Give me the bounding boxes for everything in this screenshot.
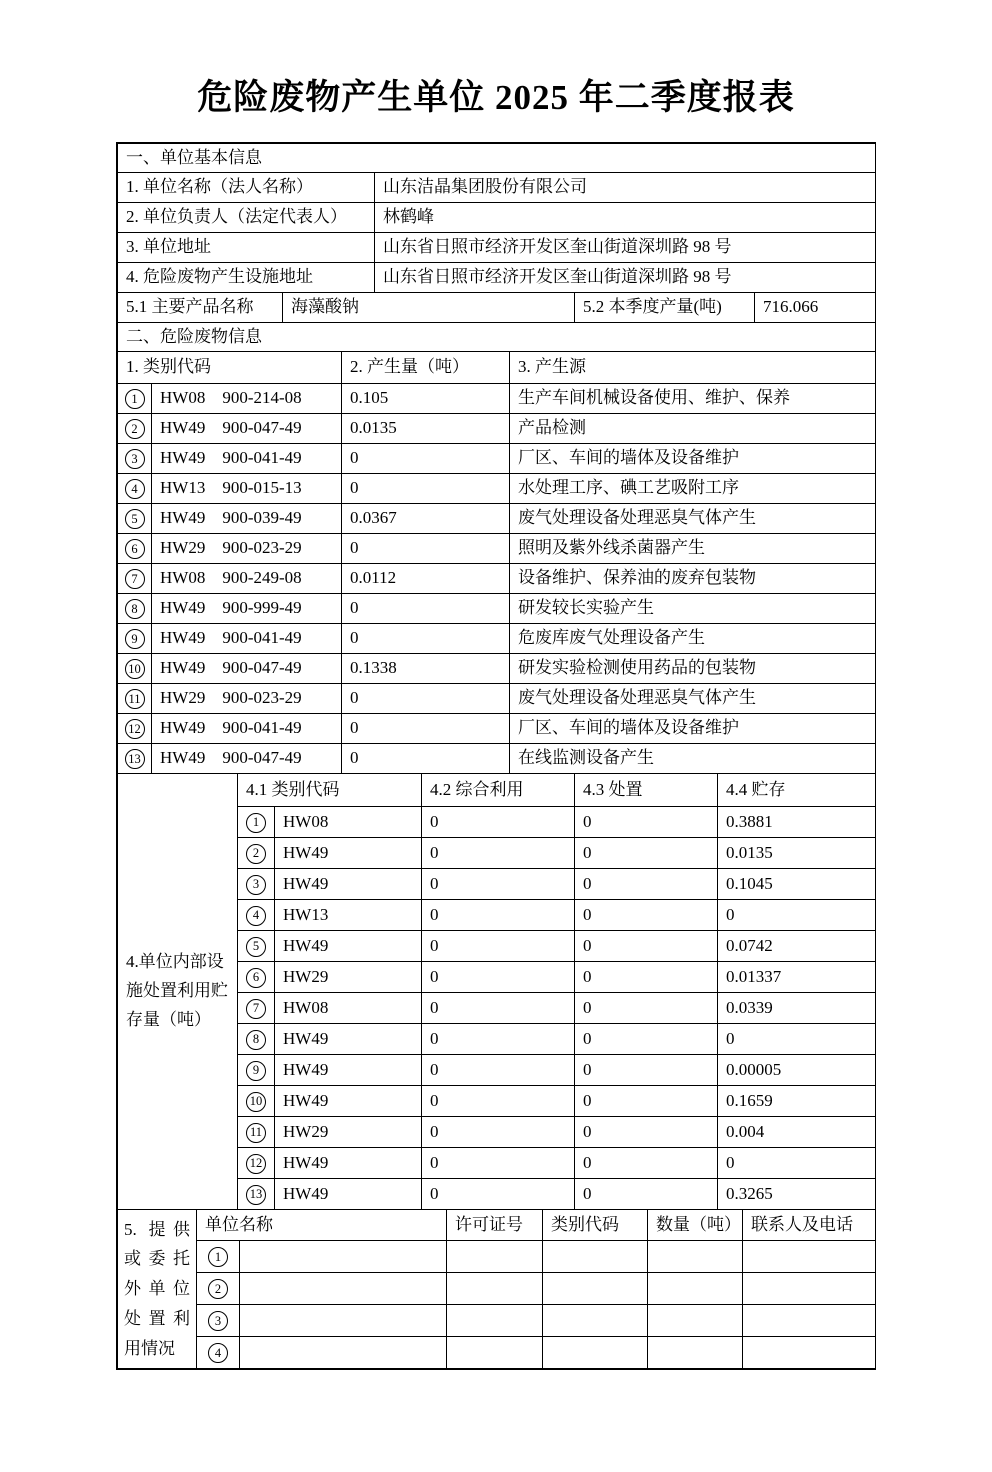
info-label-cell: 3. 单位地址 — [118, 233, 375, 263]
quantity-cell: 0.1338 — [342, 654, 510, 684]
product-name-label: 5.1 主要产品名称 — [118, 293, 283, 323]
source-cell: 在线监测设备产生 — [510, 744, 876, 774]
info-row — [118, 263, 876, 293]
source-cell: 设备维护、保养油的废弃包装物 — [510, 564, 876, 594]
waste-row — [118, 624, 876, 654]
row-number-cell — [118, 684, 152, 714]
col-header-storage: 4.4 贮存 — [718, 774, 876, 807]
code-number: 900-047-49 — [222, 748, 302, 768]
storage-cell: 0.1045 — [718, 869, 876, 900]
circled-number: 3 — [208, 1311, 228, 1331]
circled-number: 1 — [208, 1247, 228, 1267]
waste-info-table — [117, 322, 876, 774]
info-row — [118, 173, 876, 203]
utilization-cell: 0 — [422, 1117, 575, 1148]
permit-no-cell — [447, 1241, 543, 1273]
unit-name-cell — [240, 1337, 447, 1369]
row-number-cell — [118, 744, 152, 774]
permit-no-cell — [447, 1273, 543, 1305]
row-number-cell — [238, 900, 275, 931]
info-value-cell: 山东洁晶集团股份有限公司 — [375, 173, 876, 203]
hw-class: HW49 — [160, 508, 206, 528]
code-number: 900-023-29 — [222, 688, 302, 708]
circled-number: 5 — [246, 937, 266, 957]
waste-row — [118, 684, 876, 714]
contact-cell — [743, 1241, 876, 1273]
basic-info-table — [117, 143, 876, 293]
hw-class: HW49 — [160, 628, 206, 648]
quantity-cell: 0 — [342, 684, 510, 714]
info-label-cell: 4. 危险废物产生设施地址 — [118, 263, 375, 293]
col-header-class-code-4: 4.1 类别代码 — [238, 774, 422, 807]
quantity-cell: 0.105 — [342, 384, 510, 414]
row-number-cell — [118, 384, 152, 414]
disposal-cell: 0 — [575, 962, 718, 993]
waste-row — [118, 654, 876, 684]
disposal-cell: 0 — [575, 1179, 718, 1210]
waste-row — [118, 744, 876, 774]
waste-code-cell — [152, 654, 342, 684]
row-number-cell — [118, 714, 152, 744]
class-code-cell — [543, 1273, 648, 1305]
disposal-cell: 0 — [575, 1117, 718, 1148]
source-cell: 厂区、车间的墙体及设备维护 — [510, 444, 876, 474]
waste-code-cell — [152, 744, 342, 774]
storage-cell: 0.0742 — [718, 931, 876, 962]
contact-cell — [743, 1305, 876, 1337]
source-cell: 产品检测 — [510, 414, 876, 444]
code-number: 900-214-08 — [222, 388, 302, 408]
hw-class-cell: HW08 — [275, 807, 422, 838]
utilization-cell: 0 — [422, 807, 575, 838]
code-number: 900-999-49 — [222, 598, 302, 618]
source-cell: 研发较长实验产生 — [510, 594, 876, 624]
section2-header: 二、危险废物信息 — [118, 323, 876, 352]
waste-code-cell — [152, 414, 342, 444]
circled-number: 7 — [125, 569, 145, 589]
row-number-cell — [238, 931, 275, 962]
disposal-cell: 0 — [575, 869, 718, 900]
waste-code-cell — [152, 534, 342, 564]
row-number-cell — [118, 504, 152, 534]
disposal-cell: 0 — [575, 931, 718, 962]
waste-code-cell — [152, 474, 342, 504]
waste-row — [118, 534, 876, 564]
utilization-cell: 0 — [422, 1148, 575, 1179]
hw-class: HW49 — [160, 598, 206, 618]
waste-row — [118, 474, 876, 504]
source-cell: 废气处理设备处理恶臭气体产生 — [510, 684, 876, 714]
waste-code-cell — [152, 624, 342, 654]
unit-name-cell — [240, 1273, 447, 1305]
col-header-generated-qty: 2. 产生量（吨） — [342, 352, 510, 384]
circled-number: 11 — [125, 689, 145, 709]
disposal-cell: 0 — [575, 1024, 718, 1055]
row-number-cell — [118, 414, 152, 444]
unit-name-cell — [240, 1305, 447, 1337]
circled-number: 1 — [246, 813, 266, 833]
row-number-cell — [238, 1117, 275, 1148]
circled-number: 8 — [246, 1030, 266, 1050]
waste-code-cell — [152, 594, 342, 624]
col-header-permit-no: 许可证号 — [447, 1210, 543, 1241]
class-code-cell — [543, 1241, 648, 1273]
row-number-cell — [238, 869, 275, 900]
row-number-cell — [238, 1024, 275, 1055]
utilization-cell: 0 — [422, 838, 575, 869]
code-number: 900-249-08 — [222, 568, 302, 588]
hw-class: HW08 — [160, 388, 206, 408]
quantity-cell — [648, 1337, 743, 1369]
hw-class-cell: HW49 — [275, 838, 422, 869]
hw-class: HW49 — [160, 658, 206, 678]
quantity-cell: 0 — [342, 534, 510, 564]
source-cell: 水处理工序、碘工艺吸附工序 — [510, 474, 876, 504]
col-header-class-code-5: 类别代码 — [543, 1210, 648, 1241]
hw-class-cell: HW49 — [275, 1148, 422, 1179]
hw-class-cell: HW49 — [275, 931, 422, 962]
row-number-cell — [118, 654, 152, 684]
quantity-cell — [648, 1273, 743, 1305]
disposal-cell: 0 — [575, 993, 718, 1024]
storage-cell: 0 — [718, 900, 876, 931]
row-number-cell — [118, 534, 152, 564]
hw-class-cell: HW29 — [275, 962, 422, 993]
quantity-cell: 0.0367 — [342, 504, 510, 534]
row-number-cell — [238, 993, 275, 1024]
col-header-disposal: 4.3 处置 — [575, 774, 718, 807]
col-header-utilization: 4.2 综合利用 — [422, 774, 575, 807]
external-disposal-row — [118, 1241, 876, 1273]
info-row — [118, 233, 876, 263]
utilization-cell: 0 — [422, 1086, 575, 1117]
storage-cell: 0.0135 — [718, 838, 876, 869]
storage-cell: 0 — [718, 1024, 876, 1055]
disposal-cell: 0 — [575, 807, 718, 838]
report-page — [0, 70, 992, 1472]
storage-cell: 0.01337 — [718, 962, 876, 993]
circled-number: 12 — [246, 1154, 266, 1174]
code-number: 900-023-29 — [222, 538, 302, 558]
row-number-cell — [118, 474, 152, 504]
source-cell: 危废库废气处理设备产生 — [510, 624, 876, 654]
external-disposal-row — [118, 1273, 876, 1305]
row-number-cell — [238, 962, 275, 993]
storage-cell: 0.0339 — [718, 993, 876, 1024]
hw-class: HW29 — [160, 538, 206, 558]
permit-no-cell — [447, 1305, 543, 1337]
internal-disposal-label: 4.单位内部设施处置利用贮存量（吨） — [118, 774, 238, 1210]
waste-code-cell — [152, 714, 342, 744]
row-number-cell — [118, 594, 152, 624]
circled-number: 13 — [246, 1185, 266, 1205]
circled-number: 1 — [125, 389, 145, 409]
waste-code-cell — [152, 384, 342, 414]
product-name-value: 海藻酸钠 — [283, 293, 575, 323]
unit-name-cell — [240, 1241, 447, 1273]
info-value-cell: 山东省日照市经济开发区奎山街道深圳路 98 号 — [375, 263, 876, 293]
section1-header: 一、单位基本信息 — [118, 144, 876, 173]
code-number: 900-041-49 — [222, 448, 302, 468]
hw-class-cell: HW08 — [275, 993, 422, 1024]
waste-row — [118, 414, 876, 444]
circled-number: 10 — [246, 1092, 266, 1112]
utilization-cell: 0 — [422, 1179, 575, 1210]
source-cell: 废气处理设备处理恶臭气体产生 — [510, 504, 876, 534]
info-label-cell: 1. 单位名称（法人名称） — [118, 173, 375, 203]
disposal-cell: 0 — [575, 1148, 718, 1179]
external-disposal-row — [118, 1305, 876, 1337]
hw-class: HW29 — [160, 688, 206, 708]
col-header-class-code: 1. 类别代码 — [118, 352, 342, 384]
disposal-cell: 0 — [575, 838, 718, 869]
contact-cell — [743, 1337, 876, 1369]
circled-number: 2 — [125, 419, 145, 439]
hw-class-cell: HW49 — [275, 1024, 422, 1055]
utilization-cell: 0 — [422, 931, 575, 962]
disposal-cell: 0 — [575, 900, 718, 931]
waste-row — [118, 384, 876, 414]
circled-number: 2 — [208, 1279, 228, 1299]
storage-cell: 0.3265 — [718, 1179, 876, 1210]
disposal-cell: 0 — [575, 1086, 718, 1117]
waste-row — [118, 504, 876, 534]
disposal-cell: 0 — [575, 1055, 718, 1086]
internal-disposal-table — [117, 773, 876, 1210]
row-number-cell — [238, 1148, 275, 1179]
hw-class: HW49 — [160, 748, 206, 768]
circled-number: 4 — [208, 1343, 228, 1363]
quantity-cell: 0 — [342, 444, 510, 474]
contact-cell — [743, 1273, 876, 1305]
hw-class: HW13 — [160, 478, 206, 498]
utilization-cell: 0 — [422, 869, 575, 900]
source-cell: 照明及紫外线杀菌器产生 — [510, 534, 876, 564]
utilization-cell: 0 — [422, 1024, 575, 1055]
row-number-cell — [238, 838, 275, 869]
storage-cell: 0.3881 — [718, 807, 876, 838]
row-number-cell — [197, 1305, 240, 1337]
row-number-cell — [238, 1179, 275, 1210]
code-number: 900-041-49 — [222, 628, 302, 648]
info-label-cell: 2. 单位负责人（法定代表人） — [118, 203, 375, 233]
external-disposal-table — [117, 1209, 876, 1369]
external-disposal-label: 5. 提供或委托外单位处置利用情况 — [118, 1210, 197, 1369]
circled-number: 4 — [125, 479, 145, 499]
product-row-table — [117, 292, 876, 323]
circled-number: 12 — [125, 719, 145, 739]
circled-number: 7 — [246, 999, 266, 1019]
circled-number: 10 — [125, 659, 145, 679]
row-number-cell — [238, 1055, 275, 1086]
code-number: 900-041-49 — [222, 718, 302, 738]
quantity-cell — [648, 1305, 743, 1337]
waste-code-cell — [152, 504, 342, 534]
circled-number: 5 — [125, 509, 145, 529]
col-header-quantity: 数量（吨） — [648, 1210, 743, 1241]
row-number-cell — [197, 1337, 240, 1369]
circled-number: 2 — [246, 844, 266, 864]
hw-class-cell: HW49 — [275, 1055, 422, 1086]
col-header-contact: 联系人及电话 — [743, 1210, 876, 1241]
row-number-cell — [118, 564, 152, 594]
hw-class: HW49 — [160, 448, 206, 468]
waste-code-cell — [152, 684, 342, 714]
quarter-output-label: 5.2 本季度产量(吨) — [575, 293, 755, 323]
source-cell: 生产车间机械设备使用、维护、保养 — [510, 384, 876, 414]
class-code-cell — [543, 1305, 648, 1337]
waste-row — [118, 444, 876, 474]
hw-class-cell: HW49 — [275, 1179, 422, 1210]
circled-number: 3 — [246, 875, 266, 895]
row-number-cell — [118, 444, 152, 474]
row-number-cell — [238, 807, 275, 838]
circled-number: 4 — [246, 906, 266, 926]
storage-cell: 0 — [718, 1148, 876, 1179]
col-header-unit-name: 单位名称 — [197, 1210, 447, 1241]
utilization-cell: 0 — [422, 962, 575, 993]
quarter-output-value: 716.066 — [755, 293, 876, 323]
circled-number: 9 — [246, 1061, 266, 1081]
circled-number: 8 — [125, 599, 145, 619]
circled-number: 3 — [125, 449, 145, 469]
report-title: 危险废物产生单位 2025 年二季度报表 — [197, 78, 795, 117]
waste-row — [118, 714, 876, 744]
code-number: 900-047-49 — [222, 658, 302, 678]
quantity-cell: 0 — [342, 744, 510, 774]
hw-class: HW49 — [160, 718, 206, 738]
info-row — [118, 203, 876, 233]
storage-cell: 0.004 — [718, 1117, 876, 1148]
circled-number: 11 — [246, 1123, 266, 1143]
row-number-cell — [238, 1086, 275, 1117]
waste-row — [118, 564, 876, 594]
circled-number: 13 — [125, 749, 145, 769]
source-cell: 研发实验检测使用药品的包装物 — [510, 654, 876, 684]
row-number-cell — [197, 1273, 240, 1305]
circled-number: 9 — [125, 629, 145, 649]
quantity-cell: 0 — [342, 714, 510, 744]
hw-class-cell: HW49 — [275, 1086, 422, 1117]
storage-cell: 0.1659 — [718, 1086, 876, 1117]
utilization-cell: 0 — [422, 993, 575, 1024]
utilization-cell: 0 — [422, 900, 575, 931]
quantity-cell: 0 — [342, 624, 510, 654]
quantity-cell: 0.0112 — [342, 564, 510, 594]
quantity-cell: 0 — [342, 474, 510, 504]
source-cell: 厂区、车间的墙体及设备维护 — [510, 714, 876, 744]
quantity-cell: 0.0135 — [342, 414, 510, 444]
row-number-cell — [118, 624, 152, 654]
hw-class-cell: HW13 — [275, 900, 422, 931]
circled-number: 6 — [125, 539, 145, 559]
info-value-cell: 林鹤峰 — [375, 203, 876, 233]
hw-class: HW08 — [160, 568, 206, 588]
quantity-cell — [648, 1241, 743, 1273]
info-value-cell: 山东省日照市经济开发区奎山街道深圳路 98 号 — [375, 233, 876, 263]
col-header-source: 3. 产生源 — [510, 352, 876, 384]
hw-class-cell: HW49 — [275, 869, 422, 900]
class-code-cell — [543, 1337, 648, 1369]
hw-class: HW49 — [160, 418, 206, 438]
code-number: 900-039-49 — [222, 508, 302, 528]
external-disposal-row — [118, 1337, 876, 1369]
hw-class-cell: HW29 — [275, 1117, 422, 1148]
code-number: 900-015-13 — [222, 478, 302, 498]
report-table — [116, 142, 876, 1370]
waste-code-cell — [152, 444, 342, 474]
row-number-cell — [197, 1241, 240, 1273]
waste-code-cell — [152, 564, 342, 594]
storage-cell: 0.00005 — [718, 1055, 876, 1086]
circled-number: 6 — [246, 968, 266, 988]
waste-row — [118, 594, 876, 624]
code-number: 900-047-49 — [222, 418, 302, 438]
utilization-cell: 0 — [422, 1055, 575, 1086]
permit-no-cell — [447, 1337, 543, 1369]
quantity-cell: 0 — [342, 594, 510, 624]
